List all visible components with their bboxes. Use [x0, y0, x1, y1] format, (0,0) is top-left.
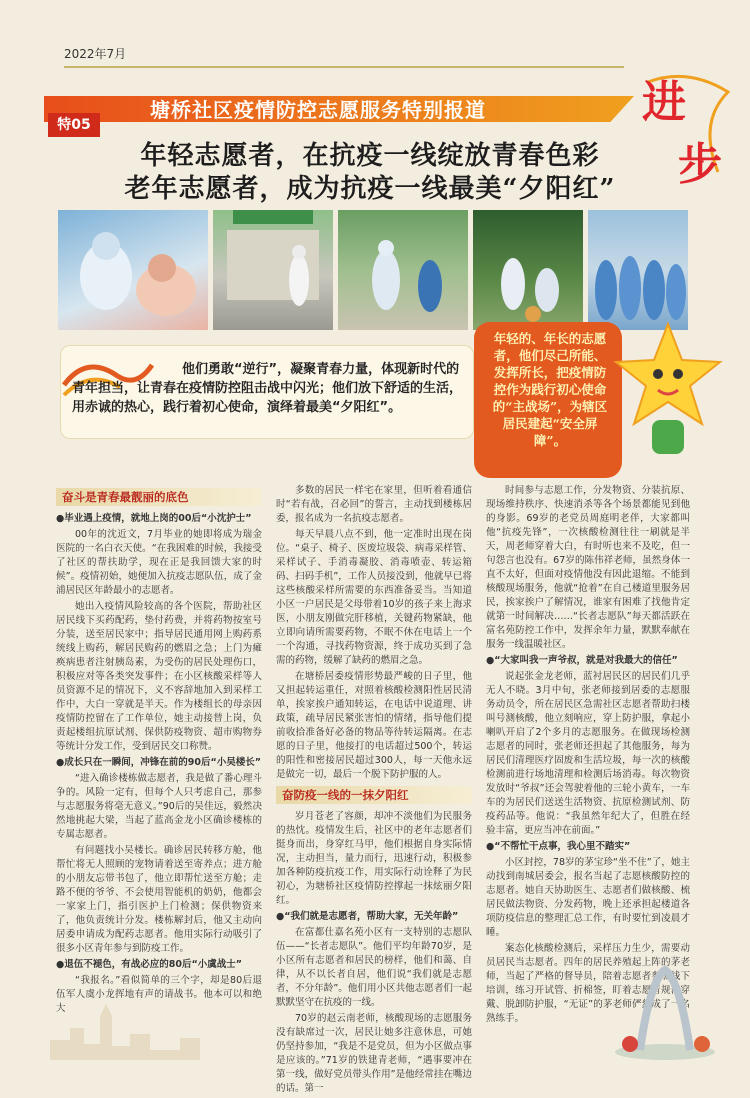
col2-para2-3: 70岁的赵云南老师，核酸现场的志愿服务没有缺席过一次，居民让她多注意休息，可她仍坚持参加，“我是不是党员，但为小区做点事是应该的。”71岁的铁建青老师，“遇事要冲在第一线，做好党员带头作用”是他经常挂在嘴边的话。第一: [276, 1013, 472, 1094]
photo-sanitizing-art: [338, 210, 468, 330]
col2-para-2: 在塘桥居委疫情形势最严峻的日子里，他又担起转运重任，对照着核酸检测阳性居民清单，挨家挨户通知转运，在电话中说道理、讲政策，疏导居民紧张害怕的情绪，指导他们提前收拾准备好必备的物品等待转运隔离。在志愿的日子里，他接打的电话超过500个，转运的阳性和密接居民超过300人，每一天他永远是做完一切，最后一个脱下防护服的人。: [276, 671, 472, 780]
mascot-star-character: [612, 316, 724, 466]
col1-para-4: “进入确诊楼栋做志愿者，我是做了番心理斗争的。风险一定有，但每个人只考虑自己，那参与志愿服务将毫无意义。”90后的吴佳远，毅然决然地挑起大梁，当起了蓝高金龙小区确诊楼栋的专属志愿者。: [56, 773, 262, 840]
photo-volunteer-gate-art: [213, 210, 333, 330]
photo-volunteer-gate: [213, 210, 333, 330]
skyline-decoration: [50, 1000, 270, 1060]
header-rule: [64, 66, 624, 68]
col1-para-0: ●毕业遇上疫情，就地上岗的00后“小沈护士”: [56, 513, 252, 524]
intro-text: 他们勇敢“逆行”，凝聚青春力量，体现新时代的青年担当，让青春在疫情防控阻击战中闪光；他们放下舒适的生活，用赤诚的热心，践行着初心使命，演绎着最美“夕阳红”。: [72, 362, 463, 415]
col3-para-4: 小区封控，78岁的茅宝珍“坐不住”了，她主动找到南城居委会，报名当起了志愿核酸防控的志愿者。她自天协助医生、志愿者们做核酸、梳居民做法物资、分发药物，晚上还承担起楼道各项防疫信息的整理汇总工作，有时要忙到凌晨才睡。: [486, 857, 690, 938]
col3-para-0: 时间参与志愿工作，分发物资、分装抗原、现场维持秩序、快速消杀等各个场景都能见到他的身影。69岁的老党员周庭明老伴，大家都叫他“抗疫先锋”，一次核酸检测往往一刷就是半天，周老师穿着大白，有时听也来不及吃，但一句怨言也没有。67岁的陈伟祥老师，虽然身体一直不太好，但面对疫情他没有因此退缩。不能到核酸现场服务，他就“抢着”在自己楼道里服务居民，挨家挨户了解情况，谁家有困难了找他肯定就第一时间解决……“长者志愿队”每天都活跃在富名苑防控工作中，发挥余年力量，默默奉献在服务一线温暖社区。: [486, 485, 690, 650]
column-3: [486, 484, 690, 1028]
column-2: [276, 484, 472, 1098]
col1-para-6: ●退伍不褪色，有战必应的80后“小虞战士”: [56, 959, 242, 970]
col1-para-1: 00年的沈近文，7月毕业的她即将成为瑞金医院的一名白衣天使。“在我困难的时候，我接受了社区的帮扶助学，现在正是我回馈大家的时候”。疫情初始，她便加入抗疫志愿队伍，成了金浦居民区年龄最小的志愿者。: [56, 529, 262, 596]
page-tag: 特05: [48, 113, 100, 137]
headline-1: 年轻志愿者，在抗疫一线绽放青春色彩: [140, 141, 600, 171]
photo-garden-volunteers: [473, 210, 583, 330]
photo-sanitizing: [338, 210, 468, 330]
col3-para-5: 案态化核酸检测后，采样压力生少，需要动员居民当志愿者。四年的居民养殖起上阵的茅老师，当起了严格的督导员，陪着志愿者参加线下培训，练习开试管、折棉签，盯着志愿者规范穿戴、脱卸防护服，“无证”的茅老师俨然成了一名熟练手。: [486, 943, 690, 1024]
col3-para-3: ●“不帮忙干点事，我心里不踏实”: [486, 841, 631, 852]
section-heading-youth: 奋斗是青春最靓丽的底色: [56, 488, 262, 506]
col2-para-1: 每天早晨八点不到，他一定准时出现在岗位。“桌子、椅子、医废垃圾袋、病毒采样管、采样试子、手消毒凝胶、消毒喷壶、转运箱码、扫码手机”，工作人员接没到，他就早已将这些核酸采样所需要的东西准备妥当。当知道小区一户居民是父母带着10岁的孩子来上海求医，小朋友刚做完肝移植，关键药物紧缺，他立即向请所需要药物，不眠不休在电话上一个一个沟通，寻找药物资源，终于成功买到了急需的药物，缓解了缺药的燃眉之急。: [276, 529, 472, 666]
col3-para-2: 说起张金龙老师，蓝衬居民区的居民们几乎无人不晓。3月中旬，张老师接到居委的志愿服务动员令，所在居民区急需社区志愿者帮助扫楼叫号测核酸，他立刻响应，穿上防护服，拿起小喇叭开启了2个多月的志愿服务。在做现场检测志愿者的同时，张老师还担起了其他服务，每为居民们清理医疗固废和生活垃圾，每一次的核酸检测前进行场地清理和检测后场消毒。每次物资发放时“爷叔”还会驾驶着他的三轮小黄车，一车车的为居民们送送生活物资、抗原检测试剂、防疫药品等。他说：“我虽然年纪大了，但胜在经验丰富，更应当冲在前面。”: [486, 671, 690, 836]
monument-illustration: [610, 960, 720, 1060]
banner-title: 塘桥社区疫情防控志愿服务特别报道: [150, 98, 486, 122]
col2-para2-2: 在富都仕嘉名苑小区有一支特别的志愿队伍——“长者志愿队”。他们平均年龄70岁，是小区所有志愿者和居民的榜样，他们和蔼、自律，从不以长者自居，他们说“我们就是志愿者，不分年龄”。他们用小区共他志愿者们一起默默坚守在抗疫的一线。: [276, 927, 472, 1008]
issue-date: 2022年7月: [64, 47, 127, 61]
photo-team-group: [588, 210, 688, 330]
col1-para-2: 她出入疫情风险较高的各个医院，帮助社区居民线下买药配药，垫付药费，并将药物按室号分装，送至居民家中；指导居民通用网上购药系统线上购药，解居民购药的燃眉之急；上门为瘫痪病患者注射胰岛素，为受伤的居民处理伤口，积极应对等各类突发事件；在小区核酸采样等人员资源不足的情况下，义不容辞地加入到采样工作中，大白一穿就是半天。作为楼组长的母亲因疫情防控留在了工作单位，她主动接替上岗，负责起楼组抗原试剂、保供防疫物资、超市购物券等统计分发工作，受到居民交口称赞。: [56, 601, 262, 752]
side-title-char-1: 进: [642, 77, 686, 128]
col3-para-1: ●“大家叫我一声爷叔，就是对我最大的信任”: [486, 655, 678, 666]
photo-nurse-testing: [58, 210, 208, 330]
col1-para-7: “我报名。”看似简单的三个字，却是80后退伍军人虞小龙挥地有声的请战书。他本可以和绝大: [56, 975, 262, 1014]
section-heading-seniors: 奋防疫一线的一抹夕阳红: [276, 786, 472, 804]
photo-nurse-testing-art: [58, 210, 208, 330]
side-title-char-2: 步: [678, 139, 722, 190]
col2-para2-1: ●“我们就是志愿者，帮助大家，无关年龄”: [276, 911, 459, 922]
photo-strip: [58, 210, 688, 330]
photo-team-group-art: [588, 210, 688, 330]
photo-garden-volunteers-art: [473, 210, 583, 330]
col1-para-5: 有问题找小吴楼长。确诊居民转移方舱，他帮忙将无人照顾的宠物请着送至寄养点；进方舱的小朋友忘带书包了，他立即帮忙送至方舱；走路不便的爷爷、不会使用智能机的奶奶，他都会一家家上门，指引医护上门检测；保供物资来了，他负责统计分发。楼栋解封后，他又主动向居委申请成为配药志愿者。他用实际行动吸引了很多小区青年参与到防疫工作。: [56, 845, 262, 954]
column-1: [56, 484, 262, 1018]
headline-2: 老年志愿者，成为抗疫一线最美“夕阳红”: [124, 174, 616, 204]
col2-para-0: 多数的居民一样宅在家里，但听着看通信时“若有战，召必回”的誓言，主动找到楼栋居委，报名成为一名抗疫志愿者。: [276, 485, 472, 524]
col1-para-3: ●成长只在一瞬间，冲锋在前的90后“小吴楼长”: [56, 757, 261, 768]
col2-para2-0: 岁月苍老了容颜，却冲不淡他们为民服务的热忱。疫情发生后，社区中的老年志愿者们挺身而出，身穿红马甲，他们根据自身实际情况，主动担当，量力而行，迅速行动，积极参加各种防疫抗疫工作，用实际行动诠释了为民初心，为塘桥社区疫情防控撑起一抹炫丽夕阳红。: [276, 811, 472, 906]
pull-quote-text: 年轻的、年长的志愿者，他们尽己所能、发挥所长，把疫情防控作为践行初心使命的“主战场”，为辖区居民建起“安全屏障”。: [492, 331, 608, 448]
